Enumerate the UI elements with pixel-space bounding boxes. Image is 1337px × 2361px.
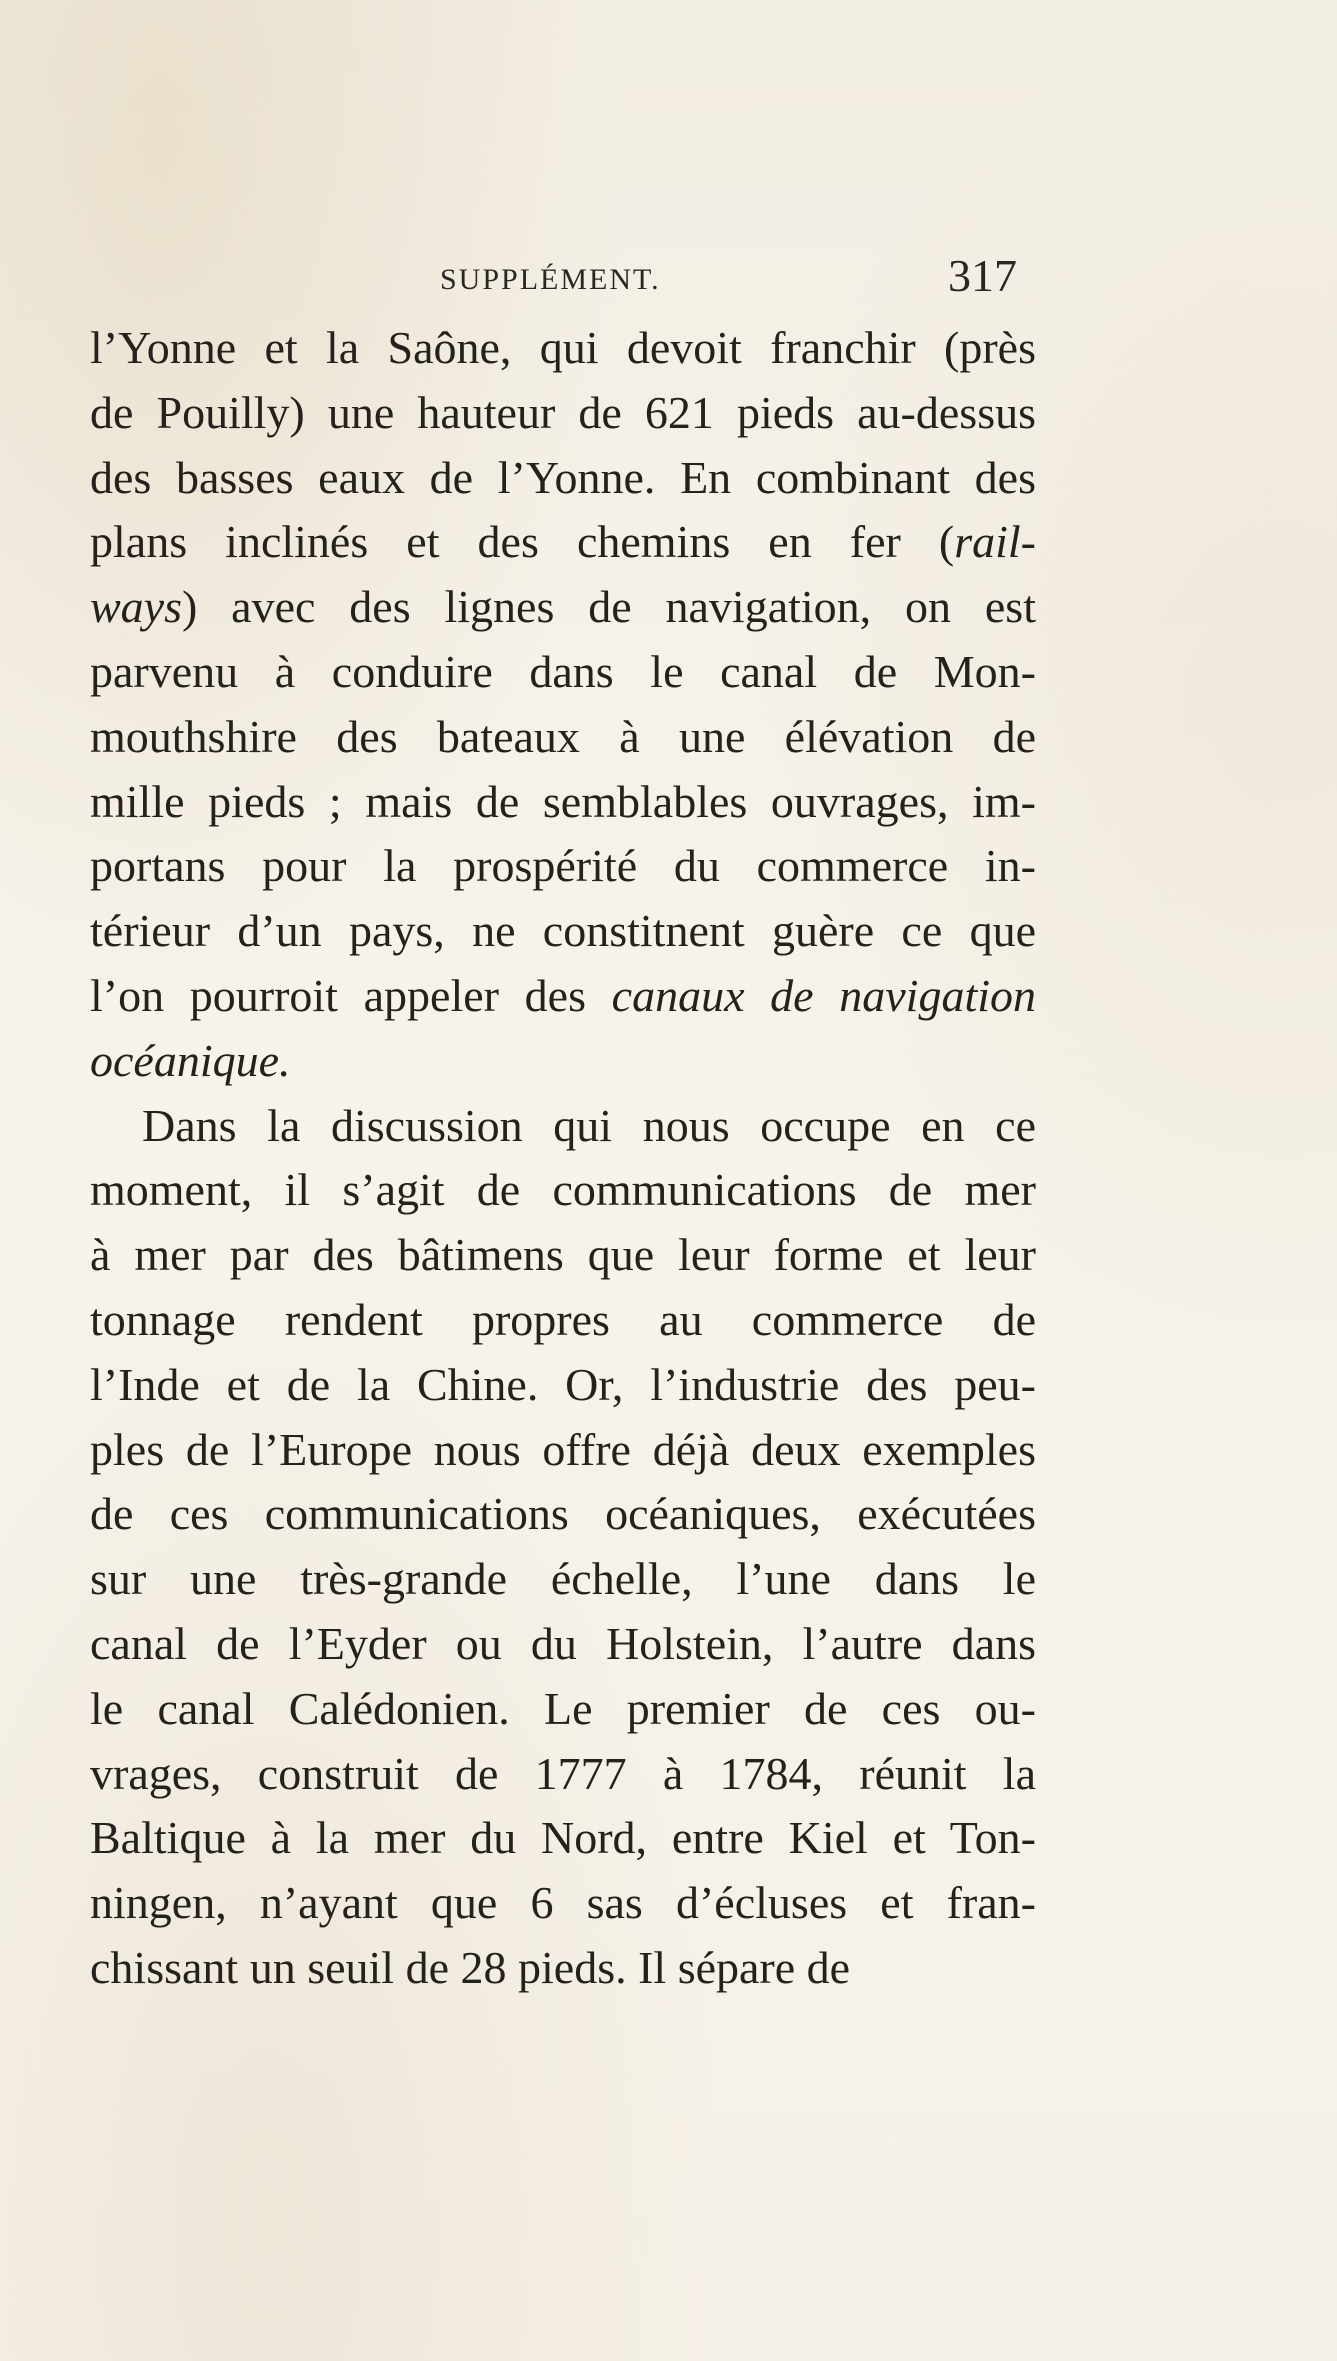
text-run: l’Yonne et la Saône, qui devoit franchir (près	[90, 322, 1036, 373]
text-line	[90, 1612, 1036, 1677]
text-line	[90, 1418, 1036, 1483]
text-run: mouthshire des bateaux à une élévation de	[90, 710, 1036, 762]
text-run: ) avec des lignes de navigation, on est	[182, 581, 1036, 633]
text-line	[90, 1288, 1036, 1353]
text-run: sur une très-grande échelle, l’une dans le	[90, 1553, 1036, 1605]
text-line	[90, 964, 1036, 1029]
text-line	[90, 510, 1036, 575]
text-line	[90, 1094, 1036, 1159]
text-run: plans inclinés et des chemins en fer (	[90, 516, 955, 568]
text-line	[90, 1029, 1036, 1094]
paragraph	[90, 1094, 1036, 2001]
text-run: l’Inde et de la Chine. Or, l’industrie des peu-	[90, 1358, 1036, 1410]
text-run: ningen, n’ayant que 6 sas d’écluses et fran-	[90, 1877, 1036, 1929]
text-line	[90, 640, 1036, 705]
text-run: des basses eaux de l’Yonne. En combinant des	[90, 451, 1036, 503]
running-title: SUPPLÉMENT.	[440, 263, 661, 296]
running-head	[90, 250, 1050, 315]
text-run: portans pour la prospérité du commerce in-	[90, 840, 1036, 892]
text-run: Baltique à la mer du Nord, entre Kiel et Ton-	[90, 1812, 1036, 1864]
italic-text: rail-	[954, 516, 1036, 568]
text-line	[90, 1158, 1036, 1223]
page-number: 317	[948, 250, 1017, 301]
text-run: vrages, construit de 1777 à 1784, réunit la	[90, 1747, 1036, 1799]
text-run: le canal Calédonien. Le premier de ces ou-	[90, 1682, 1036, 1734]
text-run: l’on pourroit appeler des	[90, 969, 612, 1021]
text-run: ples de l’Europe nous offre déjà deux exemples	[90, 1423, 1036, 1475]
text-line	[90, 1223, 1036, 1288]
body-text	[90, 316, 1036, 2001]
text-run: Dans la discussion qui nous occupe en ce	[142, 1099, 1036, 1151]
text-run: térieur d’un pays, ne constitnent guère ce que	[90, 905, 1036, 957]
text-run: tonnage rendent propres au commerce de	[90, 1293, 1036, 1345]
text-line	[90, 899, 1036, 964]
text-run: parvenu à conduire dans le canal de Mon-	[90, 645, 1036, 697]
text-line	[90, 1936, 1036, 2001]
text-line	[90, 1547, 1036, 1612]
paragraph	[90, 316, 1036, 1094]
text-line	[90, 705, 1036, 770]
text-line	[90, 316, 1036, 381]
text-line	[90, 575, 1036, 640]
text-line	[90, 1806, 1036, 1871]
italic-text: océanique.	[90, 1034, 291, 1086]
text-line	[90, 381, 1036, 446]
text-run: mille pieds ; mais de semblables ouvrages, im-	[90, 775, 1036, 827]
text-run: canal de l’Eyder ou du Holstein, l’autre dans	[90, 1617, 1036, 1669]
text-run: de ces communications océaniques, exécutées	[90, 1488, 1036, 1540]
text-line	[90, 1677, 1036, 1742]
italic-text: canaux de navigation	[611, 969, 1037, 1021]
text-run: chissant un seuil de 28 pieds. Il sépare de	[90, 1941, 851, 1993]
text-run: de Pouilly) une hauteur de 621 pieds au-dessus	[90, 386, 1036, 438]
text-line	[90, 834, 1036, 899]
text-line	[90, 1742, 1036, 1807]
text-line	[90, 770, 1036, 835]
text-line	[90, 1871, 1036, 1936]
text-line	[90, 446, 1036, 511]
text-line	[90, 1353, 1036, 1418]
text-line	[90, 1482, 1036, 1547]
italic-text: ways	[90, 581, 182, 633]
text-run: à mer par des bâtimens que leur forme et leur	[90, 1229, 1036, 1281]
text-run: moment, il s’agit de communications de mer	[90, 1164, 1036, 1216]
